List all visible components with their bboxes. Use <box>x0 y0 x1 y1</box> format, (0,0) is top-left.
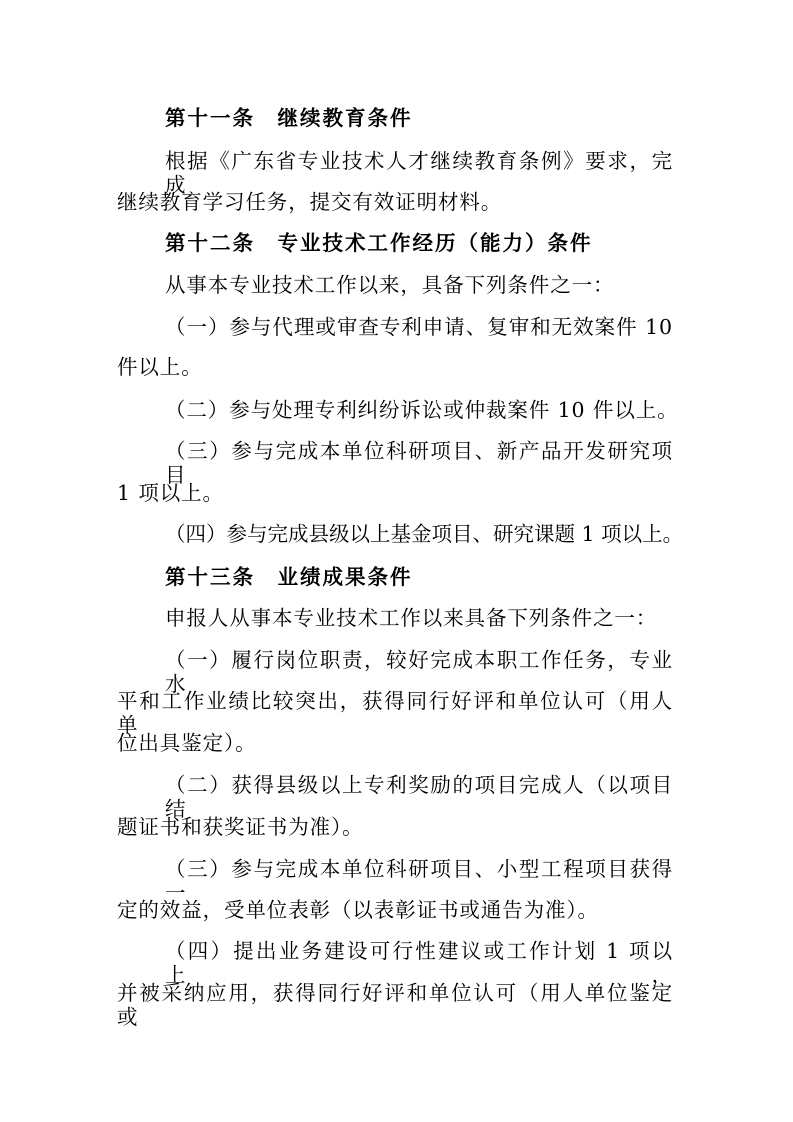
article-12-item-1-line-2: 件以上。 <box>117 355 203 379</box>
article-13-item-3-line-2: 定的效益，受单位表彰（以表彰证书或通告为准）。 <box>117 898 599 922</box>
article-12-title: 第十二条 专业技术工作经历（能力）条件 <box>165 231 593 255</box>
article-11-body-line-1: 根据《广东省专业技术人才继续教育条例》要求，完成 <box>165 149 673 197</box>
article-13-item-4-line-1: （四）提出业务建设可行性建议或工作计划 1 项以上， <box>165 939 673 987</box>
article-12-item-4: （四）参与完成县级以上基金项目、研究课题 1 项以上。 <box>165 522 684 546</box>
article-13-item-2-line-1: （二）获得县级以上专利奖励的项目完成人（以项目结 <box>165 773 673 821</box>
article-13-item-2-line-2: 题证书和获奖证书为准）。 <box>117 815 364 839</box>
article-13-item-3-line-1: （三）参与完成本单位科研项目、小型工程项目获得一 <box>165 857 673 905</box>
article-13-item-1-line-3: 位出具鉴定）。 <box>117 731 257 755</box>
article-12-item-1-line-1: （一）参与代理或审查专利申请、复审和无效案件 10 <box>165 315 673 339</box>
article-13-item-1-line-1: （一）履行岗位职责，较好完成本职工作任务，专业水 <box>165 648 673 696</box>
article-12-intro: 从事本专业技术工作以来，具备下列条件之一： <box>165 273 615 297</box>
article-12-item-3-line-1: （三）参与完成本单位科研项目、新产品开发研究项目 <box>165 439 673 487</box>
article-11-title: 第十一条 继续教育条件 <box>165 106 413 130</box>
article-12-item-2: （二）参与处理专利纠纷诉讼或仲裁案件 10 件以上。 <box>165 398 679 422</box>
article-11-body-line-2: 继续教育学习任务，提交有效证明材料。 <box>117 190 503 214</box>
article-13-item-1-line-2: 平和工作业绩比较突出，获得同行好评和单位认可（用人单 <box>117 689 673 737</box>
article-13-intro: 申报人从事本专业技术工作以来具备下列条件之一： <box>165 606 658 630</box>
article-13-title: 第十三条 业绩成果条件 <box>165 565 413 589</box>
article-13-item-4-line-2: 并被采纳应用，获得同行好评和单位认可（用人单位鉴定或 <box>117 981 673 1029</box>
article-12-item-3-line-2: 1 项以上。 <box>117 481 224 505</box>
